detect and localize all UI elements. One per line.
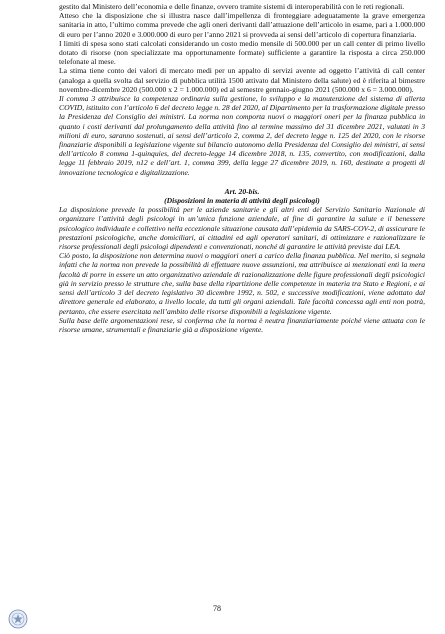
article-subtitle: (Disposizioni in materia di attività degli psicologi) (164, 196, 320, 206)
article-number: Art. 20-bis. (224, 186, 260, 196)
document-page (59, 2, 425, 334)
paragraph-italic: Sulla base delle argomentazioni rese, si conferma che la norma è neutra finanziariamente poiché viene attuata con le risorse umane, strumentali e finanziarie già a disposizione vigente. (59, 315, 425, 334)
page-number: 78 (213, 604, 221, 613)
paragraph: I limiti di spesa sono stati calcolati considerando un costo medio mensile di 500.000 per un call center di primo livello dotato di risorse (non specializzate ma opportunamente formate) sufficiente a garantire la risposta a circa 250.000 telefonate al mese. (59, 38, 425, 67)
paragraph: gestito dal Ministero dell’economia e delle finanze, ovvero tramite sistemi di interoperabilità con le reti regionali. (59, 2, 405, 11)
spacer (59, 177, 425, 187)
paragraph-italic: Il comma 3 attribuisce la competenza ordinaria sulla gestione, lo sviluppo e la manutenzione del sistema di allerta COVID, istituito con l’articolo 6 del decreto legge n. 28 del 2020, al Dipartimento per la trasformazione digitale presso la Presidenza del Consiglio dei ministri. La norma non comporta nuovi o maggiori oneri per la finanza pubblica in quanto i costi derivanti dal prolungamento della attività fino al termine massimo del 31 dicembre 2021, valutati in 3 milioni di euro, saranno sostenuti, ai sensi dell’articolo 2, comma 2, del decreto legge n. 125 del 2020, con le risorse finanziarie disponibili a legislazione vigente sul bilancio autonomo della Presidenza del Consiglio dei ministri, ai sensi dell’articolo 8 comma 1-quinquies, del decreto-legge 14 dicembre 2018, n. 135, convertito, con modificazioni, dalla legge 11 febbraio 2019, n12 e dell’art. 1, comma 399, della legge 27 dicembre 2019, n. 160, destinate a progetti di innovazione tecnologica e digitalizzazione. (59, 94, 425, 177)
paragraph-italic: Ciò posto, la disposizione non determina nuovi o maggiori oneri a carico della finanza pubblica. Nel merito, si segnala infatti che la norma non prevede la possibilità di effettuare nuove assunzioni, ma attribuisce ai menzionati enti la mera facoltà di porre in essere un atto organizzativo aziendale di razionalizzazione delle figure professionali degli psicologici già in servizio presso le strutture che, sulla base della ripartizione delle competenze in materia tra Stato e Regioni, e ai sensi dell’articolo 3 del decreto legislativo 30 dicembre 1992, n. 502, e successive modificazioni, viene adottato dal direttore generale ed elaborato, a livello locale, da tutti gli organi aziendali. Tale facoltà concessa agli enti non potrà, pertanto, che essere esercitata nell’ambito delle risorse disponibili a legislazione vigente. (59, 251, 425, 316)
paragraph-italic: La disposizione prevede la possibilità per le aziende sanitarie e gli altri enti del Servizio Sanitario Nazionale di organizzare l’attività degli psicologi in un’unica funzione aziendale, al fine di garantire la salute e il benessere psicologico individuale e collettivo nella eccezionale situazione causata dall’epidemia da SARS-COV-2, di assicurare le prestazioni psicologiche, anche domiciliari, ai cittadini ed agli operatori sanitari, di ottimizzare e razionalizzare le risorse professionali degli psicologi dipendenti e convenzionati, nonché di garantire le attività previste dai LEA. (59, 205, 425, 252)
seal-icon (8, 609, 28, 629)
paragraph: Atteso che la disposizione che si illustra nasce dall’impellenza di fronteggiare adeguatamente la grave emergenza sanitaria in atto, l’ultimo comma prevede che agli oneri derivanti dall’attuazione dell’articolo in esame, pari a 1.000.000 di euro per l’anno 2020 e 3.000.000 di euro per l’anno 2021 si provveda ai sensi dell’articolo di copertura finanziaria. (59, 11, 425, 39)
paragraph: La stima tiene conto dei valori di mercato medi per un appalto di servizi avente ad oggetto l’attività di call center (analoga a quella svolta dal servizio di pubblica utilità 1500 attivato dal Ministero della salute) ed è riferita al bimestre novembre-dicembre 2020 (500.000 x 2 = 1.000.000) ed al semestre gennaio-giugno 2021 (500.000 x 6 = 3.000.000). (59, 66, 425, 94)
